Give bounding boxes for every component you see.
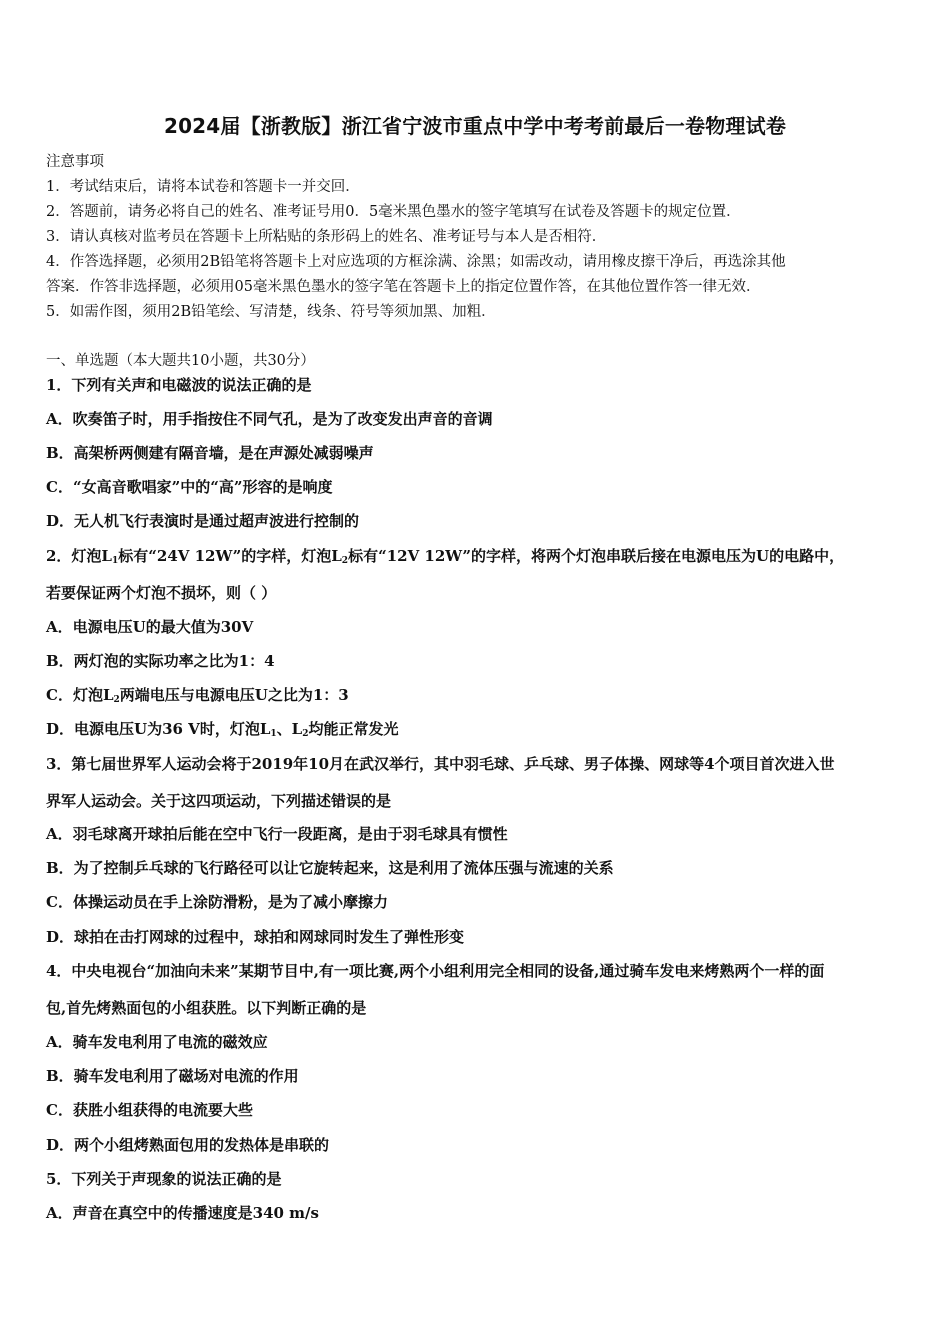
notice-item-5: 5．如需作图，须用2B铅笔绘、写清楚，线条、符号等须加黑、加粗． bbox=[46, 304, 496, 320]
q2-option-c bbox=[46, 684, 349, 711]
q3-option-b: B．为了控制乒乓球的飞行路径可以让它旋转起来，这是利用了流体压强与流速的关系 bbox=[46, 859, 614, 877]
notice-item-3: 3．请认真核对监考员在答题卡上所粘贴的条形码上的姓名、准考证号与本人是否相符． bbox=[46, 229, 607, 245]
q4-option-b: B．骑车发电利用了磁场对电流的作用 bbox=[46, 1067, 299, 1085]
q2-option-b: B．两灯泡的实际功率之比为1：4 bbox=[46, 652, 275, 670]
notice-item-2: 2．答题前，请务必将自己的姓名、准考证号用0．5毫米黑色墨水的签字笔填写在试卷及答题卡的规定位置． bbox=[46, 204, 741, 220]
q2-option-d-part: 、L bbox=[276, 720, 303, 738]
q2-option-c-part: 两端电压与电源电压U之比为1：3 bbox=[119, 686, 349, 704]
notice-item-4: 4．作答选择题，必须用2B铅笔将答题卡上对应选项的方框涂满、涂黑；如需改动，请用橡皮擦干净后，再选涂其他 bbox=[46, 254, 786, 270]
q1-option-d: D．无人机飞行表演时是通过超声波进行控制的 bbox=[46, 512, 360, 530]
q3-option-d: D．球拍在击打网球的过程中，球拍和网球同时发生了弹性形变 bbox=[46, 928, 465, 946]
q3-option-c: C．体操运动员在手上涂防滑粉，是为了减小摩擦力 bbox=[46, 893, 388, 911]
q2-option-d bbox=[46, 718, 398, 745]
q1-option-b: B．高架桥两侧建有隔音墙，是在声源处减弱噪声 bbox=[46, 444, 374, 462]
q2-option-d-part: 均能正常发光 bbox=[308, 720, 399, 738]
q2-option-c-part: C．灯泡L bbox=[46, 686, 114, 704]
q5-stem: 5．下列关于声现象的说法正确的是 bbox=[46, 1170, 282, 1188]
q1-stem: 1．下列有关声和电磁波的说法正确的是 bbox=[46, 376, 312, 394]
q4-stem-line1: 4．中央电视台“加油向未来”某期节目中,有一项比赛,两个小组利用完全相同的设备,通过骑车发电来烤熟两个一样的面 bbox=[46, 962, 825, 980]
q2-option-d-part: D．电源电压U为36 V时，灯泡L bbox=[46, 720, 271, 738]
q4-stem-line2: 包,首先烤熟面包的小组获胜。以下判断正确的是 bbox=[46, 999, 367, 1017]
q1-option-a: A．吹奏笛子时，用手指按住不同气孔，是为了改变发出声音的音调 bbox=[46, 410, 493, 428]
notice-item-1: 1．考试结束后，请将本试卷和答题卡一并交回． bbox=[46, 179, 360, 195]
q4-option-a: A．骑车发电利用了电流的磁效应 bbox=[46, 1033, 268, 1051]
subscript: 1 bbox=[270, 729, 277, 739]
q4-option-d: D．两个小组烤熟面包用的发热体是串联的 bbox=[46, 1136, 330, 1154]
q5-option-a: A．声音在真空中的传播速度是340 m/s bbox=[46, 1204, 319, 1222]
q2-stem-part: 标有“24V 12W”的字样，灯泡L bbox=[118, 547, 342, 565]
exam-title: 2024届【浙教版】浙江省宁波市重点中学中考考前最后一卷物理试卷 bbox=[163, 114, 787, 138]
q4-option-c: C．获胜小组获得的电流要大些 bbox=[46, 1101, 253, 1119]
q3-option-a: A．羽毛球离开球拍后能在空中飞行一段距离，是由于羽毛球具有惯性 bbox=[46, 825, 508, 843]
section-heading: 一、单选题（本大题共10小题，共30分） bbox=[46, 353, 315, 369]
notice-heading: 注意事项 bbox=[46, 154, 104, 170]
q3-stem-line2: 界军人运动会。关于这四项运动，下列描述错误的是 bbox=[46, 792, 392, 810]
q2-stem-part: 2．灯泡L bbox=[46, 547, 112, 565]
q2-option-a: A．电源电压U的最大值为30V bbox=[46, 618, 254, 636]
subscript: 2 bbox=[113, 695, 120, 705]
subscript: 2 bbox=[341, 556, 349, 566]
q3-stem-line1: 3．第七届世界军人运动会将于2019年10月在武汉举行，其中羽毛球、乒乓球、男子体操、网球等4个项目首次进入世 bbox=[46, 755, 835, 773]
q2-stem bbox=[46, 545, 844, 572]
notice-item-4-cont: 答案．作答非选择题，必须用05毫米黑色墨水的签字笔在答题卡上的指定位置作答，在其他位置作答一律无效． bbox=[46, 279, 761, 295]
q2-stem-part: 标有“12V 12W”的字样，将两个灯泡串联后接在电源电压为U的电路中， bbox=[348, 547, 845, 565]
q2-stem-line2: 若要保证两个灯泡不损坏，则（ ） bbox=[46, 584, 277, 602]
q1-option-c: C．“女高音歌唱家”中的“高”形容的是响度 bbox=[46, 478, 333, 496]
subscript: 2 bbox=[302, 729, 309, 739]
subscript: 1 bbox=[111, 556, 119, 566]
